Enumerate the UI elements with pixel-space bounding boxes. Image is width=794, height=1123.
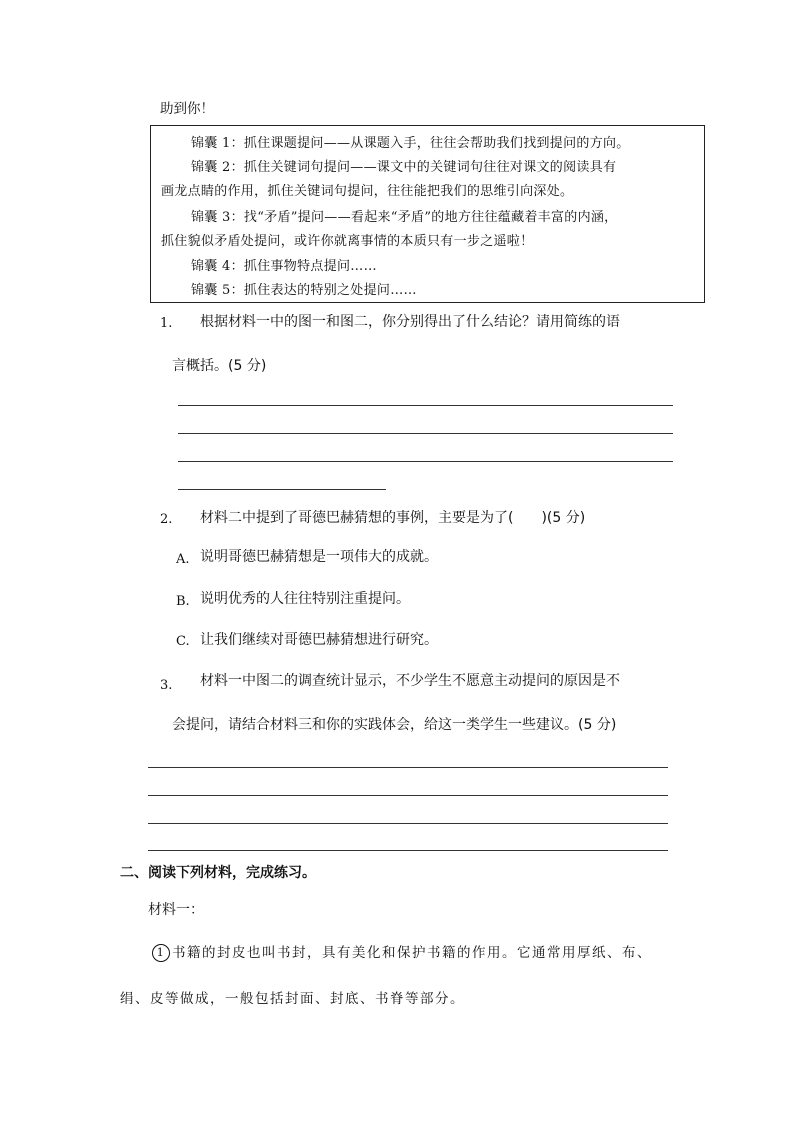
tip-line-2: 锦囊 2：抓住关键词句提问——课文中的关键词句往往对课文的阅读具有 xyxy=(191,160,617,175)
q1-text-line1: 根据材料一中的图一和图二，你分别得出了什么结论？请用简练的语 xyxy=(200,314,620,330)
tip-line-3: 画龙点睛的作用，抓住关键词句提问，往往能把我们的思维引向深处。 xyxy=(161,184,574,199)
q3-answer-line-4[interactable] xyxy=(148,850,668,851)
paragraph-text-line1: 书籍的封皮也叫书封，具有美化和保护书籍的作用。它通常用厚纸、布、 xyxy=(172,945,652,961)
q3-text-line1: 材料一中图二的调查统计显示，不少学生不愿意主动提问的原因是不 xyxy=(200,673,620,689)
q1-answer-line-3[interactable] xyxy=(178,461,673,462)
q3-answer-line-1[interactable] xyxy=(148,767,668,768)
q3-text-line2: 会提问，请结合材料三和你的实践体会，给这一类学生一些建议。(5 分) xyxy=(172,717,617,733)
q2-text: 材料二中提到了哥德巴赫猜想的事例，主要是为了( )(5 分) xyxy=(200,510,586,526)
tip-line-7: 锦囊 5：抓住表达的特别之处提问…… xyxy=(191,283,417,298)
material-one-paragraph-line2: 绢、皮等做成，一般包括封面、封底、书脊等部分。 xyxy=(120,991,465,1007)
material-one-label: 材料一： xyxy=(148,902,204,918)
q1-answer-line-1[interactable] xyxy=(178,405,673,406)
q1-text-line2: 言概括。(5 分) xyxy=(172,358,267,374)
tip-line-4: 锦囊 3：找“矛盾”提问——看起来“矛盾”的地方往往蕴藏着丰富的内涵， xyxy=(191,210,618,225)
q3-answer-line-2[interactable] xyxy=(148,795,668,796)
q2-option-c-letter: C. xyxy=(176,634,190,649)
paragraph-number-circle: 1 xyxy=(152,944,170,962)
q3-number: 3. xyxy=(160,678,173,693)
q1-number: 1. xyxy=(160,316,173,331)
q1-answer-line-2[interactable] xyxy=(178,433,673,434)
section2-heading: 二、阅读下列材料，完成练习。 xyxy=(120,865,316,881)
tip-line-6: 锦囊 4：抓住事物特点提问…… xyxy=(191,259,377,274)
tips-box xyxy=(150,125,705,303)
q1-answer-line-4[interactable] xyxy=(178,489,386,490)
q2-option-b-letter: B. xyxy=(176,594,190,609)
q2-option-a-letter: A. xyxy=(176,552,190,567)
q2-option-c-text[interactable]: 让我们继续对哥德巴赫猜想进行研究。 xyxy=(200,632,438,648)
q2-option-a-text[interactable]: 说明哥德巴赫猜想是一项伟大的成就。 xyxy=(200,549,438,565)
q2-option-b-text[interactable]: 说明优秀的人往往特别注重提问。 xyxy=(200,591,410,607)
q3-answer-line-3[interactable] xyxy=(148,823,668,824)
q2-number: 2. xyxy=(160,512,173,527)
material-one-paragraph-line1 xyxy=(152,941,652,962)
tip-line-1: 锦囊 1：抓住课题提问——从课题入手，往往会帮助我们找到提问的方向。 xyxy=(191,136,630,151)
intro-tail-text: 助到你！ xyxy=(160,101,214,117)
tip-line-5: 抓住貌似矛盾处提问，或许你就离事情的本质只有一步之遥啦！ xyxy=(161,234,534,249)
